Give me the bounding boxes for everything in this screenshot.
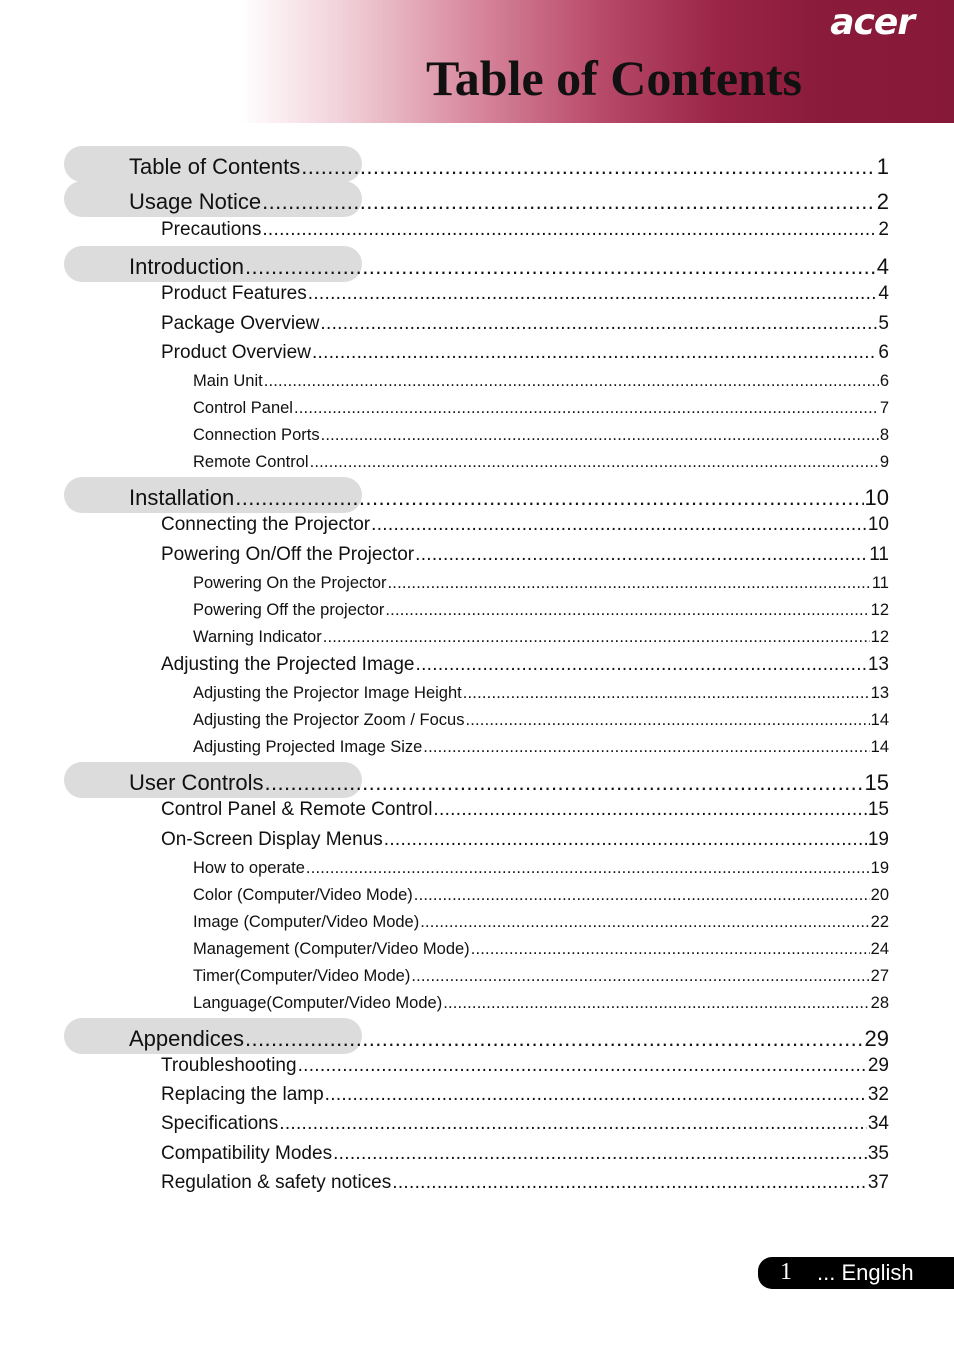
toc-entry-level-1[interactable]: [129, 154, 889, 180]
toc-entry-label: Usage Notice: [129, 189, 262, 214]
toc-entry-label: Troubleshooting: [161, 1055, 297, 1076]
dot-leader: [325, 1083, 867, 1107]
toc-entry-level-1[interactable]: [129, 770, 889, 796]
toc-entry-level-3[interactable]: [193, 993, 889, 1013]
toc-entry-level-2[interactable]: [161, 1112, 889, 1136]
dot-leader: [310, 452, 879, 472]
dot-leader: [416, 653, 867, 677]
dot-leader: [371, 513, 867, 537]
toc-entry-label: Powering Off the projector: [193, 601, 385, 619]
toc-entry-page: 19: [870, 859, 889, 877]
toc-entry-level-3[interactable]: [193, 858, 889, 878]
toc-entry-page: 27: [870, 967, 889, 985]
toc-entry-page: 34: [867, 1113, 889, 1134]
toc-entry-level-3[interactable]: [193, 939, 889, 959]
dot-leader: [420, 912, 869, 932]
dot-leader: [392, 1171, 867, 1195]
toc-entry-page: 6: [878, 342, 889, 363]
toc-entry-level-3[interactable]: [193, 627, 889, 647]
toc-entry-page: 7: [879, 399, 889, 417]
toc-entry-label: Powering On the Projector: [193, 574, 387, 592]
toc-entry-label: Package Overview: [161, 313, 320, 334]
toc-entry-level-2[interactable]: [161, 543, 889, 567]
dot-leader: [245, 254, 876, 280]
toc-entry-level-1[interactable]: [129, 1026, 889, 1052]
toc-entry-page: 13: [867, 654, 889, 675]
page-title: Table of Contents: [426, 50, 802, 106]
toc-entry-page: 2: [878, 219, 889, 240]
toc-entry-label: Image (Computer/Video Mode): [193, 913, 420, 931]
toc-entry-label: Table of Contents: [129, 154, 301, 179]
toc-entry-label: Connection Ports: [193, 426, 320, 444]
dot-leader: [385, 600, 869, 620]
toc-entry-level-3[interactable]: [193, 425, 889, 445]
toc-entry-label: Main Unit: [193, 372, 263, 390]
toc-entry-label: Remote Control: [193, 453, 309, 471]
toc-entry-label: Compatibility Modes: [161, 1143, 333, 1164]
toc-entry-level-3[interactable]: [193, 398, 889, 418]
toc-entry-level-2[interactable]: [161, 1171, 889, 1195]
toc-entry-level-3[interactable]: [193, 683, 889, 703]
toc-entry-level-2[interactable]: [161, 1083, 889, 1107]
toc-entry-page: 29: [867, 1055, 889, 1076]
toc-entry-page: 10: [867, 514, 889, 535]
toc-entry-label: Language(Computer/Video Mode): [193, 994, 443, 1012]
footer-page-number: 1: [780, 1259, 792, 1285]
toc-entry-page: 22: [870, 913, 889, 931]
toc-entry-level-3[interactable]: [193, 573, 889, 593]
dot-leader: [415, 543, 868, 567]
toc-entry-level-2[interactable]: [161, 341, 889, 365]
toc-entry-page: 11: [871, 574, 889, 592]
toc-entry-level-3[interactable]: [193, 912, 889, 932]
toc-entry-level-2[interactable]: [161, 1142, 889, 1166]
toc-entry-page: 15: [864, 770, 889, 795]
toc-entry-label: Introduction: [129, 254, 244, 279]
toc-entry-page: 12: [870, 628, 889, 646]
dot-leader: [321, 425, 879, 445]
toc-entry-level-3[interactable]: [193, 737, 889, 757]
toc-entry-page: 14: [870, 711, 889, 729]
toc-entry-label: On-Screen Display Menus: [161, 829, 383, 850]
toc-entry-page: 1: [876, 154, 889, 179]
toc-entry-level-2[interactable]: [161, 653, 889, 677]
dot-leader: [298, 1054, 867, 1078]
toc-entry-label: Appendices: [129, 1026, 244, 1051]
toc-entry-label: Replacing the lamp: [161, 1084, 324, 1105]
dot-leader: [443, 993, 869, 1013]
dot-leader: [471, 939, 870, 959]
toc-entry-level-1[interactable]: [129, 189, 889, 215]
dot-leader: [264, 371, 879, 391]
toc-entry-page: 20: [870, 886, 889, 904]
toc-entry-page: 28: [870, 994, 889, 1012]
toc-entry-page: 10: [864, 485, 889, 510]
dot-leader: [262, 218, 877, 242]
toc-entry-label: Connecting the Projector: [161, 514, 371, 535]
dot-leader: [433, 798, 866, 822]
toc-entry-page: 35: [867, 1143, 889, 1164]
toc-entry-label: Regulation & safety notices: [161, 1172, 392, 1193]
toc-entry-page: 2: [876, 189, 889, 214]
toc-entry-label: Product Features: [161, 283, 307, 304]
toc-entry-level-1[interactable]: [129, 254, 889, 280]
toc-entry-label: Precautions: [161, 219, 262, 240]
toc-entry-page: 13: [870, 684, 889, 702]
toc-entry-level-3[interactable]: [193, 600, 889, 620]
toc-entry-level-3[interactable]: [193, 966, 889, 986]
toc-entry-label: Adjusting the Projector Image Height: [193, 684, 462, 702]
toc-entry-label: User Controls: [129, 770, 264, 795]
dot-leader: [320, 312, 877, 336]
dot-leader: [235, 485, 863, 511]
toc-entry-page: 5: [878, 313, 889, 334]
toc-entry-page: 9: [879, 453, 889, 471]
toc-entry-label: Installation: [129, 485, 235, 510]
dot-leader: [384, 828, 867, 852]
toc-entry-label: Control Panel: [193, 399, 293, 417]
toc-entry-label: Adjusting the Projector Zoom / Focus: [193, 711, 465, 729]
toc-entry-page: 32: [867, 1084, 889, 1105]
toc-entry-level-2[interactable]: [161, 218, 889, 242]
dot-leader: [463, 683, 870, 703]
dot-leader: [279, 1112, 867, 1136]
toc-entry-page: 6: [879, 372, 889, 390]
toc-entry-label: Warning Indicator: [193, 628, 322, 646]
toc-entry-page: 24: [870, 940, 889, 958]
dot-leader: [264, 770, 863, 796]
dot-leader: [308, 282, 878, 306]
toc-entry-level-3[interactable]: [193, 885, 889, 905]
dot-leader: [301, 154, 876, 180]
toc-entry-level-2[interactable]: [161, 1054, 889, 1078]
dot-leader: [312, 341, 877, 365]
toc-entry-page: 15: [867, 799, 889, 820]
dot-leader: [333, 1142, 867, 1166]
dot-leader: [245, 1026, 864, 1052]
acer-logo: acer: [830, 2, 914, 43]
toc-entry-label: Color (Computer/Video Mode): [193, 886, 413, 904]
dot-leader: [306, 858, 870, 878]
toc-entry-level-2[interactable]: [161, 312, 889, 336]
dot-leader: [423, 737, 869, 757]
toc-entry-page: 4: [876, 254, 889, 279]
toc-entry-label: Control Panel & Remote Control: [161, 799, 433, 820]
toc-entry-page: 29: [864, 1026, 889, 1051]
toc-entry-level-1[interactable]: [129, 485, 889, 511]
toc-entry-page: 8: [879, 426, 889, 444]
toc-entry-level-3[interactable]: [193, 371, 889, 391]
toc-entry-label: Adjusting the Projected Image: [161, 654, 415, 675]
toc-entry-level-3[interactable]: [193, 452, 889, 472]
dot-leader: [323, 627, 870, 647]
toc-entry-level-3[interactable]: [193, 710, 889, 730]
dot-leader: [388, 573, 871, 593]
toc-entry-level-2[interactable]: [161, 282, 889, 306]
toc-entry-label: How to operate: [193, 859, 305, 877]
toc-entry-label: Powering On/Off the Projector: [161, 544, 415, 565]
toc-entry-page: 11: [869, 544, 889, 565]
toc-entry-page: 4: [878, 283, 889, 304]
dot-leader: [294, 398, 879, 418]
dot-leader: [414, 885, 870, 905]
toc-entry-label: Product Overview: [161, 342, 311, 363]
toc-entry-page: 37: [867, 1172, 889, 1193]
footer-language: ... English: [817, 1260, 914, 1285]
toc-entry-label: Management (Computer/Video Mode): [193, 940, 470, 958]
dot-leader: [411, 966, 869, 986]
toc-entry-level-2[interactable]: [161, 798, 889, 822]
dot-leader: [465, 710, 869, 730]
toc-entry-level-2[interactable]: [161, 828, 889, 852]
toc-entry-level-2[interactable]: [161, 513, 889, 537]
toc-entry-label: Timer(Computer/Video Mode): [193, 967, 411, 985]
toc-entry-page: 19: [867, 829, 889, 850]
toc-entry-page: 12: [870, 601, 889, 619]
toc-entry-label: Specifications: [161, 1113, 279, 1134]
toc-entry-label: Adjusting Projected Image Size: [193, 738, 423, 756]
toc-entry-page: 14: [870, 738, 889, 756]
dot-leader: [262, 189, 876, 215]
